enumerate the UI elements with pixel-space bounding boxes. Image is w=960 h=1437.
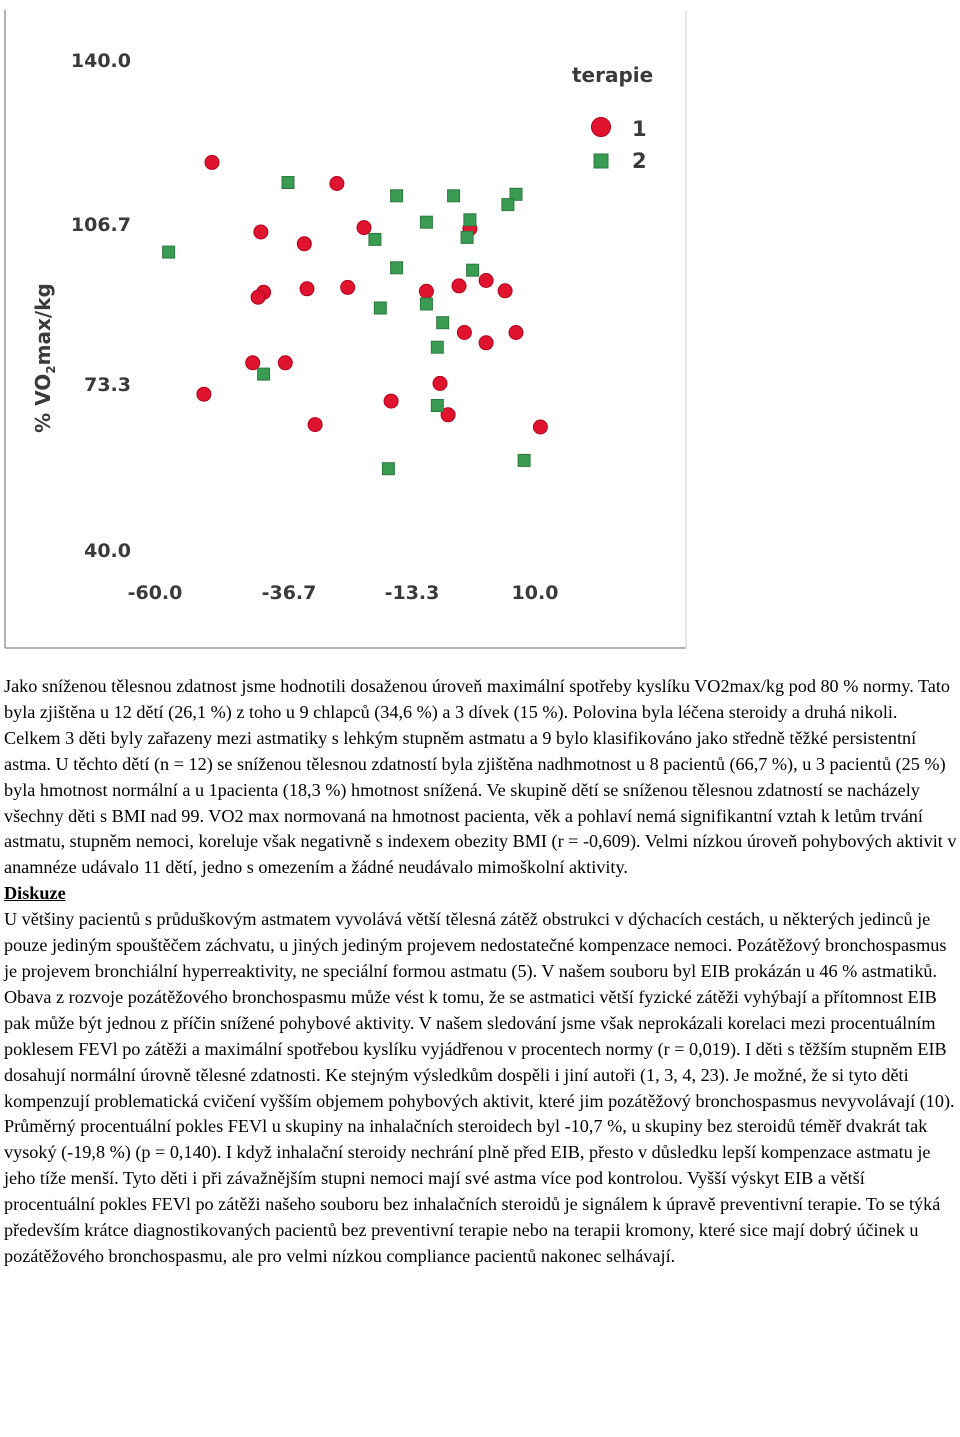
- data-point-series-1: [452, 279, 466, 293]
- data-point-series-1: [278, 356, 292, 370]
- article-text: [4, 674, 958, 1270]
- data-point-series-2: [391, 262, 403, 274]
- x-tick-label: -60.0: [127, 582, 183, 604]
- data-point-series-1: [479, 274, 493, 288]
- data-point-series-2: [464, 214, 476, 226]
- scatter-chart: [0, 0, 690, 652]
- data-point-series-2: [461, 231, 473, 243]
- y-axis-title-part: max/kg: [31, 283, 55, 366]
- scatter-figure: [0, 0, 690, 652]
- x-tick-label: -13.3: [384, 582, 440, 604]
- y-axis-title-part: % VO: [31, 373, 55, 433]
- data-point-series-2: [369, 233, 381, 245]
- data-point-series-1: [308, 418, 322, 432]
- data-point-series-1: [197, 387, 211, 401]
- paragraph-discussion: U většiny pacientů s průduškovým astmatem vyvolává větší tělesná zátěž obstrukci v dýchacích cestách, u některých jedinců je pouze jediným spouštěčem záchvatu, u jiných jediným projevem nedostatečné kompenzace nemoci. Pozátěžový bronchospasmus je projevem bronchiální hyperreaktivity, ne speciální formou astmatu (5). V našem souboru byl EIB prokázán u 46 % astmatiků. Obava z rozvoje pozátěžového bronchospasmu může vést k tomu, že se astmatici větší fyzické zátěži vyhýbají a přítomnost EIB pak může být jednou z příčin snížené pohybové aktivity. V našem sledování jsme však neprokázali korelaci mezi procentuálním poklesem FEVl po zátěži a maximální spotřebou kyslíku vyjádřenou v procentech normy (r = 0,019). I děti s těžším stupněm EIB dosahují normální úrovně tělesné zdatnosti. Ke stejným výsledkům dospěli i jiní autoři (1, 3, 4, 23). Je možné, že si tyto děti kompenzují problematická cvičení vyšším objemem pohybových aktivit, které jim pozátěžový bronchospasmus nevyvolávají (10). Průměrný procentuální pokles FEVl u skupiny na inhalačních steroidech byl -10,7 %, u skupiny bez steroidů téměř dvakrát tak vysoký (-19,8 %) (p = 0,140). I když inhalační steroidy nechrání plně před EIB, přesto v důsledku lepší kompenzace astmatu je jeho tíže menší. Tyto děti i při závažnějším stupni nemoci mají své astma více pod kontrolou. Vyšší výskyt EIB a větší procentuální pokles FEVl po zátěži našeho souboru bez inhalačních steroidů je signálem k úpravě preventivní terapie. To se týká především krátce diagnostikovaných pacientů bez preventivní terapie nebo na terapii kromony, které sice mají dobrý účinek u pozátěžového bronchospasmu, ale pro velmi nízkou compliance pacientů nakonec selhávají.: [4, 909, 955, 1266]
- data-points: [163, 155, 548, 474]
- data-point-series-2: [258, 368, 270, 380]
- data-point-series-2: [431, 341, 443, 353]
- data-point-series-1: [479, 336, 493, 350]
- section-heading: Diskuze: [4, 883, 66, 904]
- legend-marker-series-2: [594, 154, 608, 168]
- data-point-series-1: [457, 326, 471, 340]
- data-point-series-2: [382, 463, 394, 475]
- data-point-series-1: [433, 376, 447, 390]
- data-point-series-2: [420, 216, 432, 228]
- y-axis-title-subscript: 2: [44, 365, 58, 374]
- data-point-series-1: [498, 284, 512, 298]
- data-point-series-1: [330, 177, 344, 191]
- legend-title: terapie: [572, 63, 654, 87]
- data-point-series-2: [467, 264, 479, 276]
- y-tick-label: 106.7: [70, 214, 131, 236]
- data-point-series-2: [420, 298, 432, 310]
- legend: [572, 63, 653, 173]
- data-point-series-1: [533, 420, 547, 434]
- data-point-series-1: [251, 290, 265, 304]
- data-point-series-1: [341, 280, 355, 294]
- data-point-series-1: [300, 282, 314, 296]
- data-point-series-2: [448, 190, 460, 202]
- data-point-series-2: [431, 400, 443, 412]
- legend-marker-series-1: [592, 118, 611, 137]
- paragraph-results: Jako sníženou tělesnou zdatnost jsme hodnotili dosaženou úroveň maximální spotřeby kyslíku VO2max/kg pod 80 % normy. Tato byla zjištěna u 12 dětí (26,1 %) z toho u 9 chlapců (34,6 %) a 3 dívek (15 %). Polovina byla léčena steroidy a druhá nikoli. Celkem 3 děti byly zařazeny mezi astmatiky s lehkým stupněm astmatu a 9 bylo klasifikováno jako středně těžké persistentní astma. U těchto dětí (n = 12) se sníženou tělesnou zdatností byla zjištěna nadhmotnost u 8 pacientů (66,7 %), u 3 pacientů (25 %) byla hmotnost normální a u 1pacienta (18,3 %) hmotnost snížená. Ve skupině dětí se sníženou tělesnou zdatností se nacházely všechny děti s BMI nad 99. VO2 max normovaná na hmotnost pacienta, věk a pohlaví nemá signifikantní vztah k letům trvání astmatu, stupněm nemoci, koreluje však negativně s indexem obezity BMI (r = -0,609). Velmi nízkou úroveň pohybových aktivit v anamnéze udávalo 11 dětí, jedno s omezením a žádné neudávalo mimoškolní aktivity.: [4, 676, 957, 878]
- data-point-series-2: [282, 177, 294, 189]
- data-point-series-1: [357, 221, 371, 235]
- x-tick-label: 10.0: [511, 582, 559, 604]
- data-point-series-2: [374, 302, 386, 314]
- legend-label-series-1: 1: [632, 117, 647, 141]
- y-axis-title: [31, 283, 58, 433]
- data-point-series-1: [384, 394, 398, 408]
- data-point-series-2: [518, 454, 530, 466]
- legend-label-series-2: 2: [632, 149, 647, 173]
- data-point-series-2: [163, 246, 175, 258]
- data-point-series-1: [419, 284, 433, 298]
- data-point-series-1: [254, 225, 268, 239]
- y-tick-label: 73.3: [84, 374, 131, 396]
- x-tick-label: -36.7: [261, 582, 317, 604]
- data-point-series-1: [297, 237, 311, 251]
- data-point-series-2: [391, 190, 403, 202]
- y-tick-label: 140.0: [70, 50, 131, 72]
- data-point-series-2: [437, 317, 449, 329]
- y-tick-label: 40.0: [84, 540, 131, 562]
- data-point-series-1: [509, 326, 523, 340]
- data-point-series-1: [205, 155, 219, 169]
- data-point-series-2: [502, 199, 514, 211]
